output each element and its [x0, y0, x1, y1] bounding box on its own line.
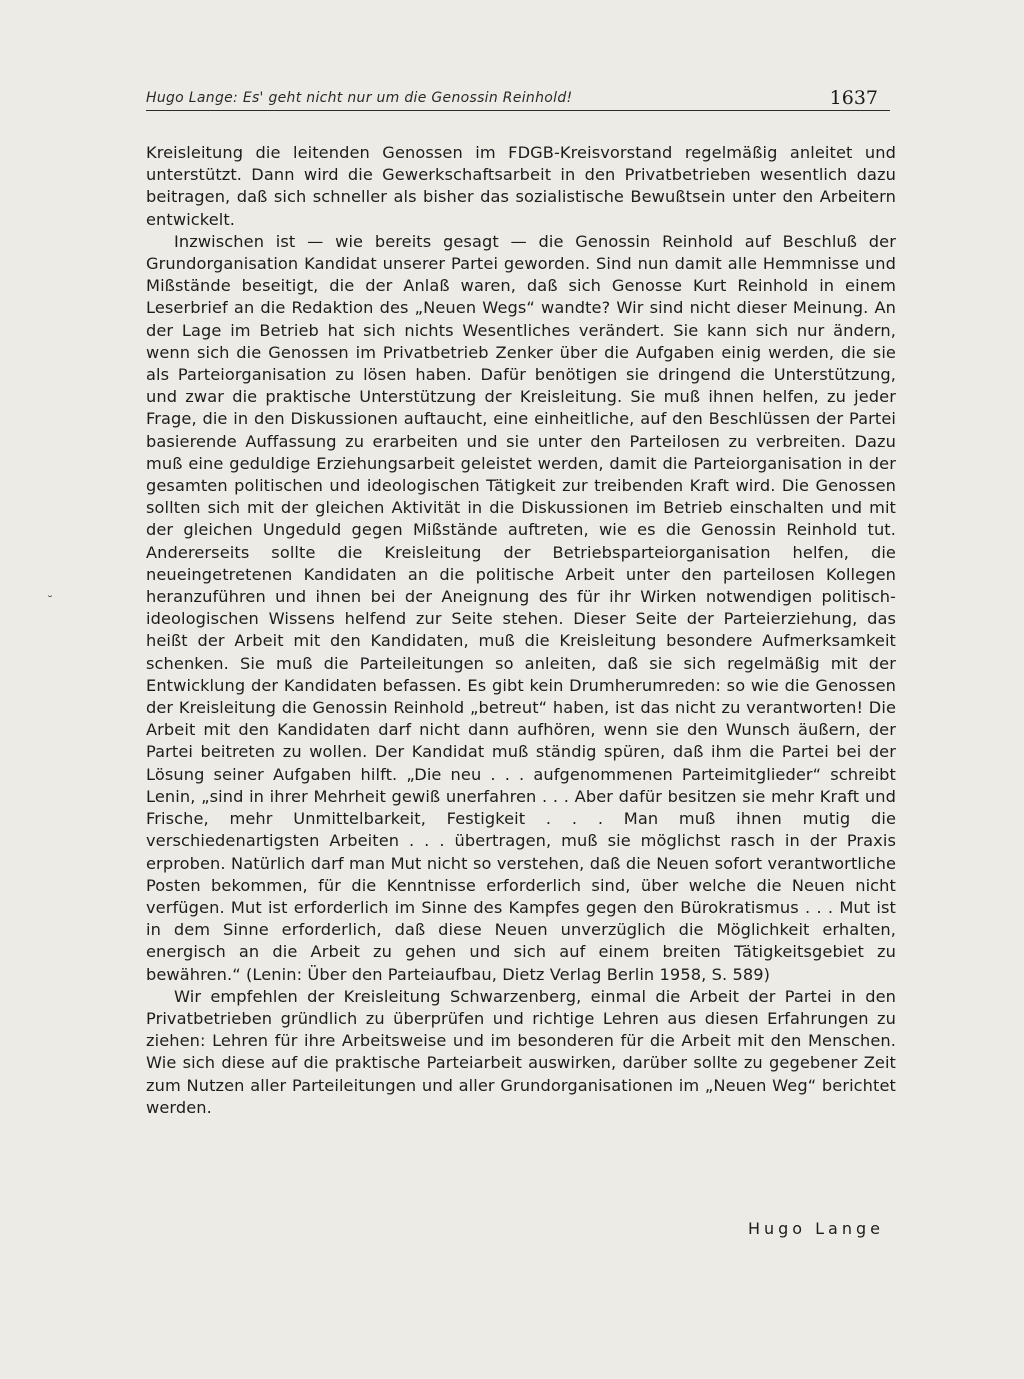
- paragraph-2: Inzwischen ist — wie bereits gesagt — die Genossin Reinhold auf Beschluß der Grundorganisation Kandidat unserer Partei geworden. Sind nun damit alle Hemmnisse und Mißstände beseitigt, die der Anlaß waren, daß sich Genosse Kurt Reinhold in einem Leserbrief an die Redaktion des „Neuen Wegs“ wandte? Wir sind nicht dieser Meinung. An der Lage im Betrieb hat sich nichts Wesentliches verändert. Sie kann sich nur ändern, wenn sich die Genossen im Privatbetrieb Zenker über die Aufgaben einig werden, die sie als Parteiorganisation zu lösen haben. Dafür benötigen sie dringend die Unterstützung, und zwar die praktische Unterstützung der Kreisleitung. Sie muß ihnen helfen, zu jeder Frage, die in den Diskussionen auftaucht, eine einheitliche, auf den Beschlüssen der Partei basierende Auffassung zu erarbeiten und sie unter den Parteilosen zu verbreiten. Dazu muß eine geduldige Erziehungsarbeit geleistet werden, damit die Parteiorganisation in der gesamten politischen und ideologischen Tätigkeit zur treibenden Kraft wird. Die Genossen sollten sich mit der gleichen Aktivität in die Diskussionen im Betrieb einschalten und mit der gleichen Ungeduld gegen Mißstände auftreten, wie es die Genossin Reinhold tut. Andererseits sollte die Kreisleitung der Betriebsparteiorganisation helfen, die neueingetretenen Kandidaten an die politische Arbeit unter den parteilosen Kollegen heranzuführen und ihnen bei der Aneignung des für ihr Wirken notwendigen politisch-ideologischen Wissens helfend zur Seite stehen. Dieser Seite der Parteierziehung, das heißt der Arbeit mit den Kandidaten, muß die Kreisleitung besondere Aufmerksamkeit schenken. Sie muß die Parteileitungen so anleiten, daß sie sich regelmäßig mit der Entwicklung der Kandidaten befassen. Es gibt kein Drumherumreden: so wie die Genossen der Kreisleitung die Genossin Reinhold „betreut“ haben, ist das nicht zu verantworten! Die Arbeit mit den Kandidaten darf nicht dann aufhören, wenn sie den Wunsch äußern, der Partei beitreten zu wollen. Der Kandidat muß ständig spüren, daß ihm die Partei bei der Lösung seiner Aufgaben hilft. „Die neu . . . aufgenommenen Parteimitglieder“ schreibt Lenin, „sind in ihrer Mehrheit gewiß unerfahren . . . Aber dafür besitzen sie mehr Kraft und Frische, mehr Unmittelbarkeit, Festigkeit . . . Man muß ihnen mutig die verschiedenartigsten Arbeiten . . . übertragen, muß sie möglichst rasch in der Praxis erproben. Natürlich darf man Mut nicht so verstehen, daß die Neuen sofort verantwortliche Posten bekommen, für die Kenntnisse erforderlich sind, über welche die Neuen nicht verfügen. Mut ist erforderlich im Sinne des Kampfes gegen den Bürokratismus . . . Mut ist in dem Sinne erforderlich, daß diese Neuen unverzüglich die Möglichkeit erhalten, energisch an die Arbeit zu gehen und sich auf einem breiten Tätigkeitsgebiet zu bewähren.“ (Lenin: Über den Parteiaufbau, Dietz Verlag Berlin 1958, S. 589): [146, 231, 896, 984]
- paragraph-1: Kreisleitung die leitenden Genossen im FDGB-Kreisvorstand regelmäßig anleitet und unterstützt. Dann wird die Gewerkschaftsarbeit in den Privatbetrieben wesentlich dazu beitragen, daß sich schneller als bisher das sozialistische Bewußtsein unter den Arbeitern entwickelt.: [146, 143, 896, 229]
- page-number: 1637: [829, 87, 878, 109]
- margin-mark: ˘: [47, 594, 53, 608]
- running-title: Hugo Lange: Es' geht nicht nur um die Genossin Reinhold!: [146, 90, 573, 106]
- article-body: [146, 142, 896, 1119]
- paragraph-3: Wir empfehlen der Kreisleitung Schwarzenberg, einmal die Arbeit der Partei in den Privatbetrieben gründlich zu überprüfen und richtige Lehren aus diesen Erfahrungen zu ziehen: Lehren für ihre Arbeitsweise und im besonderen für die Arbeit mit den Menschen. Wie sich diese auf die praktische Parteiarbeit auswirken, darüber sollte zu gegebener Zeit zum Nutzen aller Parteileitungen und aller Grundorganisationen im „Neuen Weg“ berichtet werden.: [146, 986, 896, 1117]
- running-header: [146, 86, 890, 111]
- author-signature: Hugo Lange: [747, 1219, 884, 1238]
